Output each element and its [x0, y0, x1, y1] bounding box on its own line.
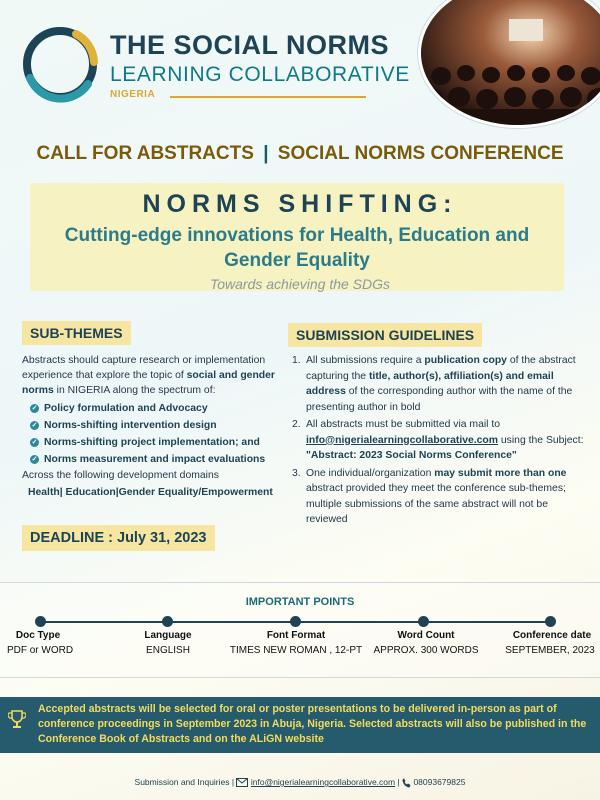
list-item — [30, 417, 284, 434]
hero-subtitle: Cutting-edge innovations for Health, Education and Gender Equality — [64, 225, 530, 271]
points-title: IMPORTANT POINTS — [245, 596, 355, 608]
item-number: 1. — [292, 355, 301, 366]
domains-list: Health| Education|Gender Equality/Empowerment — [28, 487, 273, 498]
g1-text-b: publication copy — [424, 355, 507, 366]
list-item-text: Norms measurement and impact evaluations — [44, 454, 266, 465]
subthemes-list — [22, 400, 284, 468]
conference-audience-photo — [418, 0, 600, 128]
list-item — [292, 417, 584, 464]
footer-phone: 08093679825 — [413, 777, 466, 787]
point-label: Doc Type — [15, 630, 61, 641]
call-heading — [0, 143, 600, 165]
intro-text-end: in NIGERIA along the spectrum of: — [53, 385, 216, 396]
phone-icon — [402, 778, 411, 788]
g2-subject: "Abstract: 2023 Social Norms Conference" — [306, 450, 517, 461]
list-item — [292, 353, 584, 415]
footer-label: Submission and Inquiries — [134, 777, 230, 787]
point-value: ENGLISH — [146, 645, 190, 656]
intro-text: Abstracts should capture research or implementation experience that explore the topic of — [22, 355, 266, 381]
subthemes-heading: SUB-THEMES — [22, 321, 131, 345]
trophy-icon — [8, 709, 26, 731]
call-right: SOCIAL NORMS CONFERENCE — [277, 143, 564, 164]
check-icon: ✓ — [31, 405, 38, 412]
g1-text-d: title, author(s), affiliation(s) and email address — [306, 370, 554, 397]
point-label: Conference date — [512, 630, 592, 641]
point-value: TIMES NEW ROMAN , 12-PT — [229, 645, 363, 656]
g3-text-b: may submit more than one — [434, 467, 567, 479]
org-country: NIGERIA — [110, 89, 156, 100]
g1-text-e: of the corresponding author with the name of the presenting author in bold — [306, 386, 573, 413]
item-number: 2. — [292, 419, 301, 430]
list-item-text: Norms-shifting project implementation; and — [44, 437, 260, 448]
call-left: CALL FOR ABSTRACTS — [36, 143, 254, 164]
guidelines-heading: SUBMISSION GUIDELINES — [288, 323, 482, 347]
list-item — [30, 434, 284, 451]
check-icon: ✓ — [31, 422, 38, 429]
point-value: PDF or WORD — [6, 645, 74, 656]
call-separator: | — [263, 143, 269, 164]
org-subtitle: LEARNING COLLABORATIVE — [110, 63, 410, 86]
list-item-text: Norms-shifting intervention design — [44, 420, 217, 431]
g3-text-a: One individual/organization — [306, 467, 435, 479]
point-value: SEPTEMBER, 2023 — [505, 645, 595, 656]
g1-text-a: All submissions require a — [306, 355, 425, 366]
timeline-dot — [545, 616, 556, 627]
footer-separator: | — [397, 777, 400, 787]
list-item — [30, 400, 284, 417]
g2-text-a: All abstracts must be submitted via mail to — [306, 419, 501, 430]
list-item — [292, 466, 584, 528]
timeline-dot — [35, 616, 46, 627]
banner-text: Accepted abstracts will be selected for oral or poster presentations to be delivered in-person as part of conference proceedings in September 2023 in Abuja, Nigeria. Selected abstracts will also be published in the Conference Book of Abstracts and on the ALiGN website — [38, 703, 587, 745]
guidelines-body — [292, 353, 584, 530]
timeline-dot — [418, 616, 429, 627]
point-value: APPROX. 300 WORDS — [373, 645, 479, 656]
ring-logo-icon — [18, 22, 102, 106]
point-label: Word Count — [397, 630, 455, 641]
hero-title: NORMS SHIFTING: — [142, 190, 458, 218]
divider — [170, 96, 366, 98]
footer-separator: | — [231, 777, 235, 787]
point-label: Font Format — [266, 630, 326, 641]
point-label: Language — [144, 630, 192, 641]
email-link[interactable]: info@nigerialearningcollaborative.com — [306, 434, 499, 446]
timeline-dot — [162, 616, 173, 627]
deadline-badge: DEADLINE : July 31, 2023 — [22, 525, 215, 551]
g1-text-c: of the abstract capturing the — [306, 355, 576, 382]
g2-text-b: using the Subject: — [498, 434, 584, 446]
audience-illustration — [421, 0, 600, 128]
check-icon: ✓ — [31, 439, 38, 446]
org-title: THE SOCIAL NORMS — [110, 30, 390, 60]
list-item-text: Policy formulation and Advocacy — [44, 403, 208, 414]
check-icon: ✓ — [31, 456, 38, 463]
timeline-dot — [290, 616, 301, 627]
domains-intro: Across the following development domains — [22, 470, 219, 481]
subthemes-body — [22, 353, 284, 500]
subthemes-intro — [22, 353, 284, 398]
footer-email-link[interactable]: info@nigerialearningcollaborative.com — [250, 777, 396, 787]
envelope-icon — [236, 778, 248, 787]
intro-bold: social and gender norms — [22, 370, 275, 396]
list-item — [30, 451, 284, 468]
g3-text-c: abstract provided they meet the conference sub-themes; multiple submissions of the same abstract will not be reviewed — [306, 483, 566, 525]
footer — [0, 777, 600, 788]
hero-tagline: Towards achieving the SDGs — [209, 276, 391, 292]
guidelines-list — [292, 353, 584, 528]
item-number: 3. — [292, 467, 301, 479]
